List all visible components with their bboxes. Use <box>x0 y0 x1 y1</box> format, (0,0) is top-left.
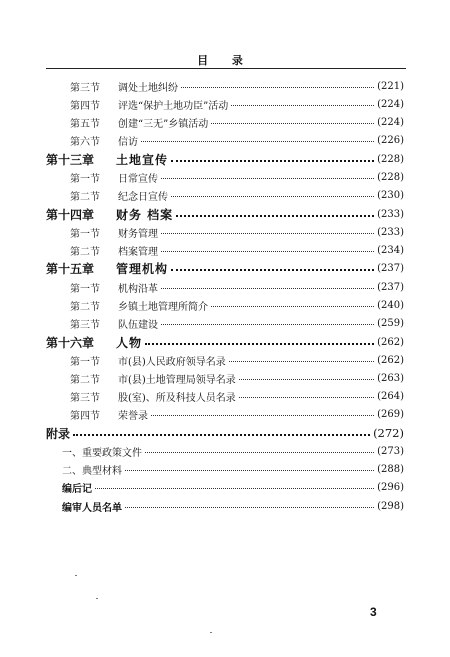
dot-leader <box>229 361 374 362</box>
toc-row-title: 土地宣传 <box>116 152 169 167</box>
toc-row-label: 第十六章 <box>46 335 95 350</box>
toc-row-title: 日常宣传 <box>118 173 158 185</box>
dot-leader <box>73 434 370 436</box>
toc-row-title: 队伍建设 <box>118 319 158 331</box>
header-rule <box>46 68 406 69</box>
toc-row-page: (237) <box>377 281 404 293</box>
dot-leader <box>161 233 374 234</box>
toc-row-title: 机构沿革 <box>118 283 158 295</box>
scan-speck <box>96 598 98 599</box>
scan-speck <box>210 632 212 633</box>
toc-row <box>0 497 450 515</box>
dot-leader <box>181 87 374 88</box>
toc-row-page: (264) <box>377 390 404 402</box>
toc-row-label: 第三节 <box>70 82 100 94</box>
toc-row-label: 第十三章 <box>46 152 95 167</box>
toc-row-page: (224) <box>377 116 404 128</box>
toc-row <box>0 369 450 387</box>
toc-row <box>0 405 450 423</box>
dot-leader <box>231 105 374 106</box>
toc-row <box>0 424 450 442</box>
toc-row-label: 第一节 <box>70 173 100 185</box>
toc-row-label: 第二节 <box>70 246 100 258</box>
toc-header: 目 录 <box>197 54 253 67</box>
toc-row-label: 第十五章 <box>46 261 95 276</box>
toc-row-title: 档案管理 <box>118 246 158 258</box>
dot-leader <box>125 470 374 471</box>
toc-row-page: (272) <box>373 426 404 440</box>
toc-row-title: 市(县)土地管理局领导名录 <box>118 374 236 386</box>
toc-row-title: 乡镇土地管理所简介 <box>118 301 208 313</box>
toc-row-title: 人物 <box>116 335 143 350</box>
toc-row-page: (233) <box>377 226 404 238</box>
toc-row <box>0 460 450 478</box>
toc-row-page: (240) <box>377 299 404 311</box>
toc-row <box>0 77 450 95</box>
dot-leader <box>161 288 374 289</box>
toc-row-title: 创建“三无”乡镇活动 <box>118 118 209 130</box>
toc-row-label: 二、典型材料 <box>62 465 122 477</box>
toc-row-page: (259) <box>377 317 404 329</box>
toc-row-label: 第四节 <box>70 410 100 422</box>
toc-row-page: (228) <box>377 171 404 183</box>
toc-row-title: 管理机构 <box>116 261 169 276</box>
toc-row <box>0 168 450 186</box>
toc-row-label: 第五节 <box>70 118 100 130</box>
toc-row-page: (263) <box>377 372 404 384</box>
toc-row <box>0 296 450 314</box>
toc-row-label: 第四节 <box>70 100 100 112</box>
dot-leader <box>239 379 374 380</box>
dot-leader <box>125 507 374 508</box>
dot-leader <box>211 123 374 124</box>
toc-row-title: 纪念日宣传 <box>118 191 168 203</box>
toc-row <box>0 186 450 204</box>
toc-row-label: 附录 <box>46 426 71 441</box>
toc-row-page: (234) <box>377 244 404 256</box>
toc-row <box>0 95 450 113</box>
toc-row-page: (233) <box>377 208 404 220</box>
toc-row-label: 第二节 <box>70 301 100 313</box>
toc-row-title: 信访 <box>118 136 138 148</box>
toc-row-page: (288) <box>377 463 404 475</box>
toc-row-page: (224) <box>377 98 404 110</box>
toc-row <box>0 387 450 405</box>
dot-leader <box>151 415 374 416</box>
toc-row-title: 荣誉录 <box>118 410 148 422</box>
toc-row-page: (221) <box>377 80 404 92</box>
dot-leader <box>145 452 374 453</box>
toc-row <box>0 205 450 223</box>
dot-leader <box>171 160 374 162</box>
toc-row-label: 编后记 <box>62 483 92 495</box>
page-number: 3 <box>370 605 377 619</box>
toc-row <box>0 478 450 496</box>
toc-row-label: 第六节 <box>70 136 100 148</box>
toc-row-page: (230) <box>377 189 404 201</box>
toc-row <box>0 333 450 351</box>
toc-row-label: 第三节 <box>70 392 100 404</box>
dot-leader <box>161 324 374 325</box>
dot-leader <box>141 141 374 142</box>
scan-speck <box>75 575 77 576</box>
toc-row-title: 财务管理 <box>118 228 158 240</box>
toc-row-page: (228) <box>377 153 404 165</box>
toc-row <box>0 113 450 131</box>
toc-row <box>0 131 450 149</box>
toc-row-title: 评选“保护土地功臣”活动 <box>118 100 229 112</box>
toc-row <box>0 442 450 460</box>
toc-row-label: 编审人员名单 <box>62 502 122 514</box>
toc-row-label: 第十四章 <box>46 207 95 222</box>
toc-row <box>0 278 450 296</box>
toc-row-label: 第一节 <box>70 356 100 368</box>
toc-row-title: 调处土地纠纷 <box>118 82 178 94</box>
toc-row-page: (262) <box>377 354 404 366</box>
dot-leader <box>145 343 374 345</box>
dot-leader <box>161 251 374 252</box>
toc-row-label: 第一节 <box>70 228 100 240</box>
dot-leader <box>161 178 374 179</box>
toc-row-title: 市(县)人民政府领导名录 <box>118 356 226 368</box>
toc-row <box>0 351 450 369</box>
toc-row-title: 股(室)、所及科技人员名录 <box>118 392 236 404</box>
toc-row-page: (296) <box>377 481 404 493</box>
dot-leader <box>95 488 374 489</box>
toc-row-label: 一、重要政策文件 <box>62 447 142 459</box>
toc-row-page: (237) <box>377 262 404 274</box>
toc-row-title: 财务 档案 <box>116 207 174 222</box>
toc-row <box>0 150 450 168</box>
toc-row-label: 第二节 <box>70 191 100 203</box>
toc-row-label: 第二节 <box>70 374 100 386</box>
toc-row <box>0 259 450 277</box>
toc-row <box>0 223 450 241</box>
dot-leader <box>239 397 374 398</box>
toc-row-label: 第三节 <box>70 319 100 331</box>
dot-leader <box>171 269 374 271</box>
toc-row-page: (262) <box>377 336 404 348</box>
dot-leader <box>171 196 374 197</box>
toc-row-label: 第一节 <box>70 283 100 295</box>
toc-row-page: (298) <box>377 500 404 512</box>
dot-leader <box>176 215 374 217</box>
toc-row-page: (273) <box>377 445 404 457</box>
toc-row <box>0 241 450 259</box>
toc-row-page: (226) <box>377 134 404 146</box>
dot-leader <box>211 306 374 307</box>
toc-row-page: (269) <box>377 408 404 420</box>
toc-row <box>0 314 450 332</box>
